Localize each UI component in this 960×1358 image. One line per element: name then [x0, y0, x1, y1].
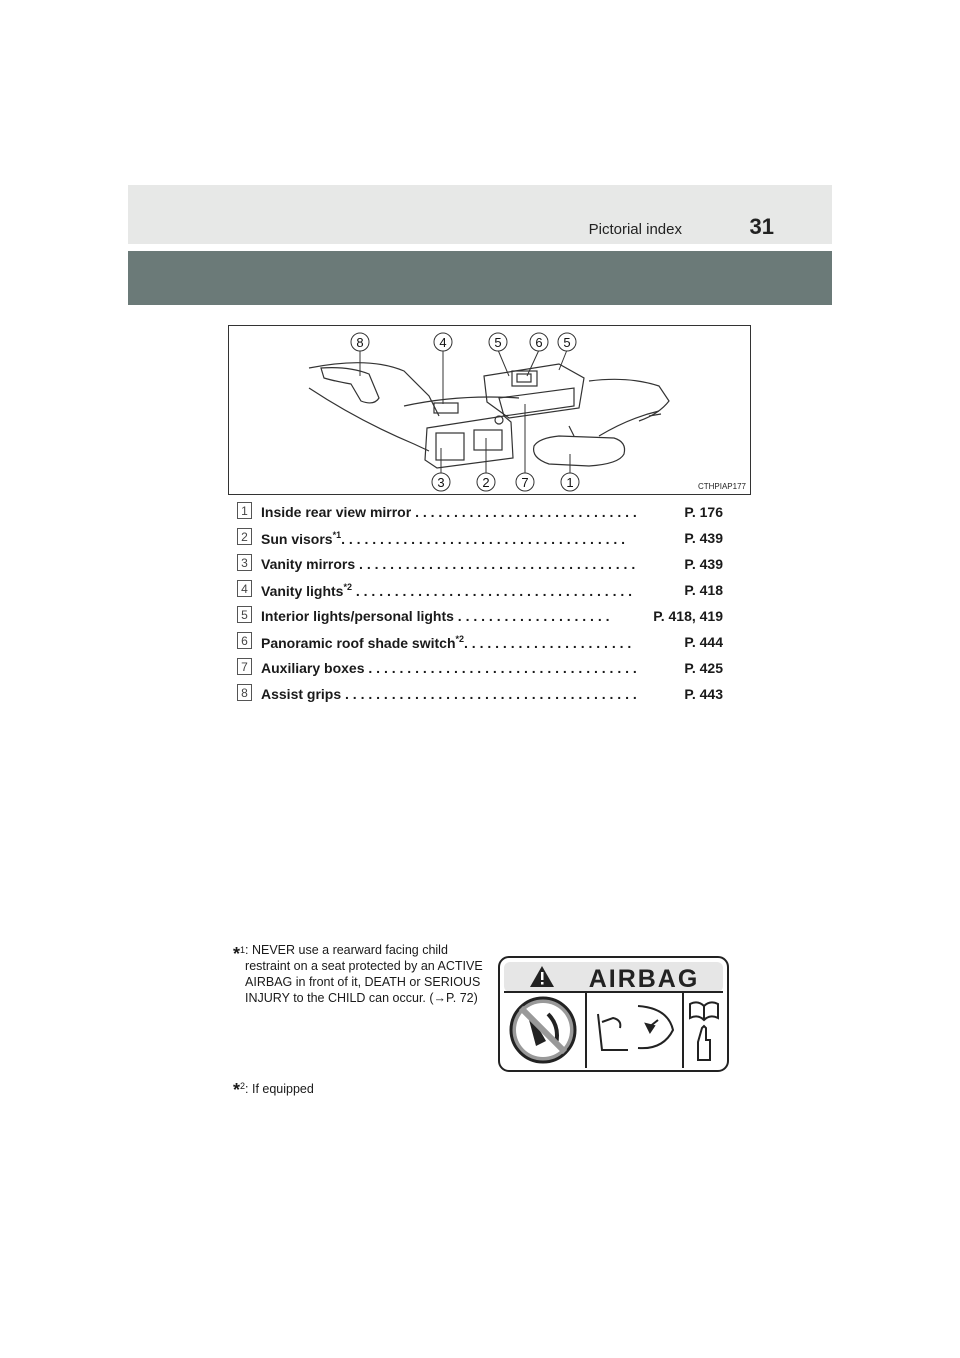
- item-label: Interior lights/personal lights . . . . . . . . . . . . . . . . . . . .: [261, 608, 610, 624]
- list-item: [237, 499, 727, 525]
- page-link[interactable]: P. 443: [684, 686, 723, 702]
- footnote-2: *$^2$: If equipped: [233, 1080, 314, 1100]
- svg-text:1: 1: [566, 475, 574, 490]
- item-label: Assist grips . . . . . . . . . . . . . . . . . . . . . . . . . . . . . . . . . . . . . .: [261, 686, 637, 702]
- footnote-2-text: : If equipped: [245, 1082, 314, 1096]
- svg-text:6: 6: [535, 335, 543, 350]
- item-number: 6: [237, 632, 252, 649]
- overhead-console-illustration: [228, 325, 751, 495]
- callout-3: [432, 473, 450, 491]
- callout-5b: [558, 333, 576, 351]
- item-label: Sun visors$^{*1}$. . . . . . . . . . . . . . . . . . . . . . . . . . . . . . . . . . . . .: [261, 529, 626, 547]
- page-header: [128, 185, 832, 244]
- list-item: [237, 681, 727, 707]
- footnote-marker: *2: [343, 581, 352, 592]
- item-number: 8: [237, 684, 252, 701]
- svg-text:7: 7: [521, 475, 529, 490]
- index-list: [237, 499, 727, 707]
- page-link[interactable]: P. 418: [684, 582, 723, 598]
- footnote-1-text: : NEVER use a rearward facing child restraint on a seat protected by an ACTIVE AIRBAG in front of it, DEATH or SERIOUS INJURY to the CHILD can occur. (→P. 72): [245, 943, 483, 1005]
- callout-7: [516, 473, 534, 491]
- item-label: Auxiliary boxes . . . . . . . . . . . . . . . . . . . . . . . . . . . . . . . . . . .: [261, 660, 637, 676]
- svg-text:5: 5: [494, 335, 502, 350]
- page-link[interactable]: P. 439: [684, 530, 723, 546]
- page-link[interactable]: P. 439: [684, 556, 723, 572]
- item-number: 4: [237, 580, 252, 597]
- item-number: 3: [237, 554, 252, 571]
- list-item: [237, 629, 727, 655]
- airbag-title: AIRBAG: [588, 965, 700, 993]
- page-link[interactable]: P. 444: [684, 634, 723, 650]
- section-title: Pictorial index: [588, 221, 682, 238]
- svg-text:5: 5: [563, 335, 571, 350]
- svg-text:3: 3: [437, 475, 445, 490]
- item-number: 2: [237, 528, 252, 545]
- svg-text:8: 8: [356, 335, 364, 350]
- item-label: Panoramic roof shade switch$^{*2}$. . . . . . . . . . . . . . . . . . . . . .: [261, 633, 632, 651]
- item-number: 1: [237, 502, 252, 519]
- page-link[interactable]: P. 418, 419: [653, 608, 723, 624]
- item-label: Vanity mirrors . . . . . . . . . . . . . . . . . . . . . . . . . . . . . . . . . . . .: [261, 556, 636, 572]
- item-label: Inside rear view mirror . . . . . . . . . . . . . . . . . . . . . . . . . . . . .: [261, 504, 637, 520]
- no-rear-facing-seat-icon: [511, 998, 575, 1062]
- callout-8: [351, 333, 369, 351]
- list-item: [237, 525, 727, 551]
- item-label: Vanity lights$^{*2}$ . . . . . . . . . . . . . . . . . . . . . . . . . . . . . . . . . . . .: [261, 581, 633, 599]
- item-number: 5: [237, 606, 252, 623]
- footnote-1: *$^1$ : NEVER use a rearward facing child restraint on a seat protected by an ACTIVE AIRBAG in front of it, DEATH or SERIOUS INJURY to the CHILD can occur. (→P. 72): [233, 942, 493, 1006]
- figure-code: CTHPIAP177: [697, 482, 746, 491]
- callout-2: [477, 473, 495, 491]
- item-number: 7: [237, 658, 252, 675]
- list-item: [237, 551, 727, 577]
- list-item: [237, 603, 727, 629]
- airbag-warning-label: [498, 956, 729, 1072]
- page-link[interactable]: P. 425: [684, 660, 723, 676]
- callout-6: [530, 333, 548, 351]
- callout-5a: [489, 333, 507, 351]
- footnote-marker: *1: [332, 529, 342, 540]
- svg-text:2: 2: [482, 475, 490, 490]
- list-item: [237, 577, 727, 603]
- page-number: 31: [749, 214, 774, 239]
- svg-text:4: 4: [439, 335, 447, 350]
- list-item: [237, 655, 727, 681]
- page-link[interactable]: P. 176: [684, 504, 723, 520]
- callout-4: [434, 333, 452, 351]
- callout-1: [561, 473, 579, 491]
- ceiling-line-drawing: [229, 326, 752, 496]
- footnote-marker: *2: [455, 633, 465, 644]
- header-band: [128, 251, 832, 305]
